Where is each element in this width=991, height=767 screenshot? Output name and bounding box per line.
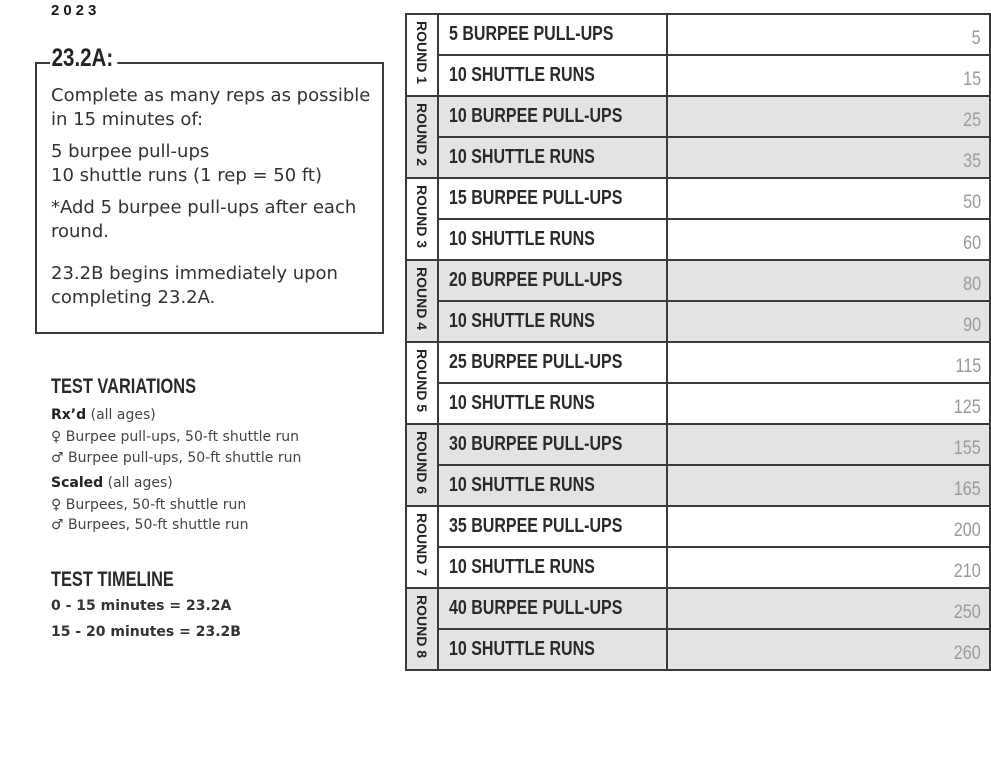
variations-title: TEST VARIATIONS — [51, 375, 197, 398]
cumulative-reps: 250 — [954, 602, 981, 623]
table-row — [406, 465, 990, 506]
cumulative-reps: 210 — [954, 561, 981, 582]
movement-cell — [438, 178, 667, 219]
round-label: ROUND 3 — [414, 185, 431, 249]
round-label-cell — [406, 14, 438, 96]
movement-cell — [438, 465, 667, 506]
female-icon: ♀ — [51, 429, 62, 445]
round-label-cell — [406, 178, 438, 260]
scaled-label: Scaled — [51, 475, 104, 491]
cumulative-reps: 35 — [963, 151, 981, 172]
round-label-cell — [406, 96, 438, 178]
scaled-header — [51, 473, 173, 493]
table-row — [406, 629, 990, 670]
male-icon: ♂ — [51, 517, 64, 533]
timeline-line-1: 0 - 15 minutes = 23.2A — [51, 598, 232, 614]
round-label: ROUND 8 — [414, 595, 431, 659]
total-cell — [667, 260, 990, 301]
movement-label: 40 BURPEE PULL-UPS — [449, 597, 623, 619]
movement-label: 15 BURPEE PULL-UPS — [449, 187, 623, 209]
movement-cell — [438, 219, 667, 260]
total-cell — [667, 629, 990, 670]
table-row — [406, 506, 990, 547]
table-row — [406, 137, 990, 178]
rxd-ages: (all ages) — [90, 407, 156, 423]
rxd-male: ♂ Burpee pull-ups, 50-ft shuttle run — [51, 450, 302, 466]
movement-label: 10 SHUTTLE RUNS — [449, 64, 596, 86]
scaled-male: ♂ Burpees, 50-ft shuttle run — [51, 517, 249, 533]
movement-label: 30 BURPEE PULL-UPS — [449, 433, 623, 455]
cumulative-reps: 165 — [954, 479, 981, 500]
table-row — [406, 260, 990, 301]
movement-cell — [438, 588, 667, 629]
rxd-header — [51, 405, 156, 425]
movement-cell — [438, 260, 667, 301]
movement-label: 10 SHUTTLE RUNS — [449, 474, 596, 496]
table-row — [406, 383, 990, 424]
workout-title: 23.2A: — [50, 44, 117, 73]
cumulative-reps: 260 — [954, 643, 981, 664]
year-label: 2023 — [51, 2, 101, 19]
movement-label: 10 SHUTTLE RUNS — [449, 392, 596, 414]
total-cell — [667, 178, 990, 219]
movement-cell — [438, 96, 667, 137]
cumulative-reps: 15 — [963, 69, 981, 90]
timeline-title: TEST TIMELINE — [51, 568, 174, 591]
total-cell — [667, 342, 990, 383]
movement-cell — [438, 14, 667, 55]
table-row — [406, 424, 990, 465]
movement-label: 10 SHUTTLE RUNS — [449, 310, 596, 332]
cumulative-reps: 90 — [963, 315, 981, 336]
total-cell — [667, 55, 990, 96]
round-label-cell — [406, 260, 438, 342]
table-row — [406, 14, 990, 55]
movement-label: 10 SHUTTLE RUNS — [449, 638, 596, 660]
male-icon: ♂ — [51, 450, 64, 466]
table-row — [406, 219, 990, 260]
round-label-cell — [406, 588, 438, 670]
total-cell — [667, 506, 990, 547]
round-label: ROUND 1 — [414, 21, 431, 85]
total-cell — [667, 465, 990, 506]
cumulative-reps: 25 — [963, 110, 981, 131]
movement-label: 5 BURPEE PULL-UPS — [449, 23, 614, 45]
movement-label: 35 BURPEE PULL-UPS — [449, 515, 623, 537]
movement-cell — [438, 506, 667, 547]
total-cell — [667, 424, 990, 465]
movement-label: 10 SHUTTLE RUNS — [449, 146, 596, 168]
round-label: ROUND 2 — [414, 103, 431, 167]
rounds-table — [405, 13, 991, 671]
table-row — [406, 96, 990, 137]
table-row — [406, 547, 990, 588]
movement-cell — [438, 424, 667, 465]
movement-cell — [438, 301, 667, 342]
movement-cell — [438, 383, 667, 424]
round-label-cell — [406, 424, 438, 506]
movement-label: 10 SHUTTLE RUNS — [449, 556, 596, 578]
workout-description — [51, 84, 381, 310]
total-cell — [667, 14, 990, 55]
total-cell — [667, 547, 990, 588]
total-cell — [667, 219, 990, 260]
scaled-ages: (all ages) — [107, 475, 173, 491]
cumulative-reps: 155 — [954, 438, 981, 459]
round-label: ROUND 4 — [414, 267, 431, 331]
cumulative-reps: 200 — [954, 520, 981, 541]
cumulative-reps: 5 — [972, 28, 981, 49]
workout-intro: Complete as many reps as possible in 15 minutes of: — [51, 85, 371, 130]
movement-cell — [438, 55, 667, 96]
round-label-cell — [406, 506, 438, 588]
movement-cell — [438, 629, 667, 670]
scaled-female: ♀ Burpees, 50-ft shuttle run — [51, 497, 247, 513]
cumulative-reps: 115 — [955, 356, 981, 377]
rxd-label: Rx’d — [51, 407, 87, 423]
workout-note: *Add 5 burpee pull-ups after each round. — [51, 197, 357, 242]
movement-cell — [438, 137, 667, 178]
total-cell — [667, 588, 990, 629]
round-label-cell — [406, 342, 438, 424]
table-row — [406, 301, 990, 342]
cumulative-reps: 125 — [954, 397, 981, 418]
timeline-line-2: 15 - 20 minutes = 23.2B — [51, 624, 241, 640]
cumulative-reps: 60 — [963, 233, 981, 254]
movement-label: 25 BURPEE PULL-UPS — [449, 351, 623, 373]
workout-line-1: 5 burpee pull-ups — [51, 141, 210, 162]
movement-cell — [438, 342, 667, 383]
rxd-female: ♀ Burpee pull-ups, 50-ft shuttle run — [51, 429, 300, 445]
cumulative-reps: 80 — [963, 274, 981, 295]
movement-label: 20 BURPEE PULL-UPS — [449, 269, 623, 291]
workout-followup: 23.2B begins immediately upon completing 23.2A. — [51, 263, 338, 308]
movement-label: 10 SHUTTLE RUNS — [449, 228, 596, 250]
total-cell — [667, 96, 990, 137]
workout-line-2: 10 shuttle runs (1 rep = 50 ft) — [51, 165, 323, 186]
table-row — [406, 55, 990, 96]
total-cell — [667, 137, 990, 178]
female-icon: ♀ — [51, 497, 62, 513]
table-row — [406, 588, 990, 629]
cumulative-reps: 50 — [963, 192, 981, 213]
total-cell — [667, 301, 990, 342]
table-row — [406, 342, 990, 383]
round-label: ROUND 5 — [414, 349, 431, 413]
table-row — [406, 178, 990, 219]
round-label: ROUND 6 — [414, 431, 431, 495]
round-label: ROUND 7 — [414, 513, 431, 577]
movement-cell — [438, 547, 667, 588]
movement-label: 10 BURPEE PULL-UPS — [449, 105, 623, 127]
total-cell — [667, 383, 990, 424]
